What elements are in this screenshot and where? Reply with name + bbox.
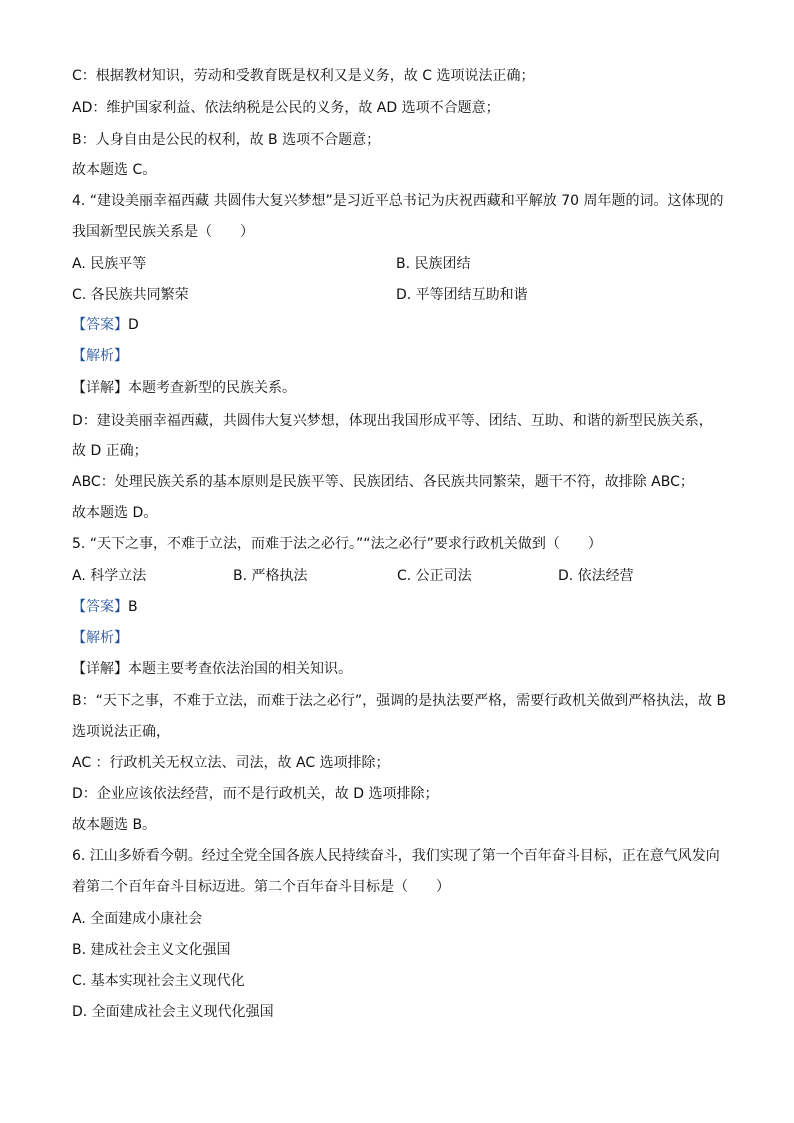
q5-explanation-4: D：企业应该依法经营，而不是行政机关，故 D 选项排除； xyxy=(72,786,439,802)
q5-option-b: B. 严格执法 xyxy=(233,568,308,584)
explanation-line-c: C：根据教材知识，劳动和受教育既是权利又是义务，故 C 选项说法正确； xyxy=(72,68,535,84)
q4-option-b: B. 民族团结 xyxy=(396,256,471,272)
q6-option-a: A. 全面建成小康社会 xyxy=(72,911,203,927)
q5-conclusion: 故本题选 B。 xyxy=(72,817,157,833)
q4-answer xyxy=(72,315,139,335)
answer-tag: 【答案】 xyxy=(72,317,128,333)
explanation-line-b: B：人身自由是公民的权利，故 B 选项不合题意； xyxy=(72,132,381,148)
q5-explanation-2: 选项说法正确， xyxy=(72,724,170,740)
q5-explanation-3: AC ：行政机关无权立法、司法，故 AC 选项排除； xyxy=(72,755,390,771)
q5-option-a: A. 科学立法 xyxy=(72,568,147,584)
q5-stem: 5. “天下之事，不难于立法，而难于法之必行。”“法之必行”要求行政机关做到（ ） xyxy=(72,536,602,552)
q4-option-c: C. 各民族共同繁荣 xyxy=(72,287,189,303)
q4-explanation-2: 故 D 正确； xyxy=(72,443,148,459)
q6-stem-line2: 着第二个百年奋斗目标迈进。第二个百年奋斗目标是（ ） xyxy=(72,879,450,895)
q5-analysis-tag xyxy=(72,628,128,648)
q5-answer xyxy=(72,597,138,617)
explanation-line-ad: AD：维护国家利益、依法纳税是公民的义务，故 AD 选项不合题意； xyxy=(72,100,500,116)
q4-stem-line1: 4. “建设美丽幸福西藏 共圆伟大复兴梦想”是习近平总书记为庆祝西藏和平解放 70 周年题的词。这体现的 xyxy=(72,193,724,209)
detail-tag: 【详解】 xyxy=(72,661,128,677)
q4-option-d: D. 平等团结互助和谐 xyxy=(396,287,528,303)
q4-analysis-tag xyxy=(72,346,128,366)
q4-conclusion: 故本题选 D。 xyxy=(72,505,158,521)
answer-value: B xyxy=(128,599,138,615)
q6-option-c: C. 基本实现社会主义现代化 xyxy=(72,973,245,989)
detail-text: 本题考查新型的民族关系。 xyxy=(128,380,296,396)
answer-tag: 【答案】 xyxy=(72,599,128,615)
analysis-tag: 【解析】 xyxy=(72,348,128,364)
q6-stem-line1: 6. 江山多娇看今朝。经过全党全国各族人民持续奋斗，我们实现了第一个百年奋斗目标，正在意气风发向 xyxy=(72,848,720,864)
q5-option-c: C. 公正司法 xyxy=(397,568,472,584)
q5-detail xyxy=(72,659,352,679)
q5-option-d: D. 依法经营 xyxy=(558,568,634,584)
q4-explanation-1: D：建设美丽幸福西藏，共圆伟大复兴梦想，体现出我国形成平等、团结、互助、和谐的新型民族关系， xyxy=(72,413,713,429)
q4-detail xyxy=(72,378,296,398)
detail-tag: 【详解】 xyxy=(72,380,128,396)
q5-explanation-1: B：“天下之事，不难于立法，而难于法之必行”，强调的是执法要严格，需要行政机关做到严格执法，故 B xyxy=(72,693,727,709)
q6-option-b: B. 建成社会主义文化强国 xyxy=(72,942,231,958)
q4-explanation-3: ABC：处理民族关系的基本原则是民族平等、民族团结、各民族共同繁荣，题干不符，故排除 ABC； xyxy=(72,474,694,490)
analysis-tag: 【解析】 xyxy=(72,630,128,646)
answer-value: D xyxy=(128,317,139,333)
q4-stem-line2: 我国新型民族关系是（ ） xyxy=(72,224,254,240)
q4-option-a: A. 民族平等 xyxy=(72,256,147,272)
prev-conclusion: 故本题选 C。 xyxy=(72,162,157,178)
detail-text: 本题主要考查依法治国的相关知识。 xyxy=(128,661,352,677)
q6-option-d: D. 全面建成社会主义现代化强国 xyxy=(72,1004,274,1020)
